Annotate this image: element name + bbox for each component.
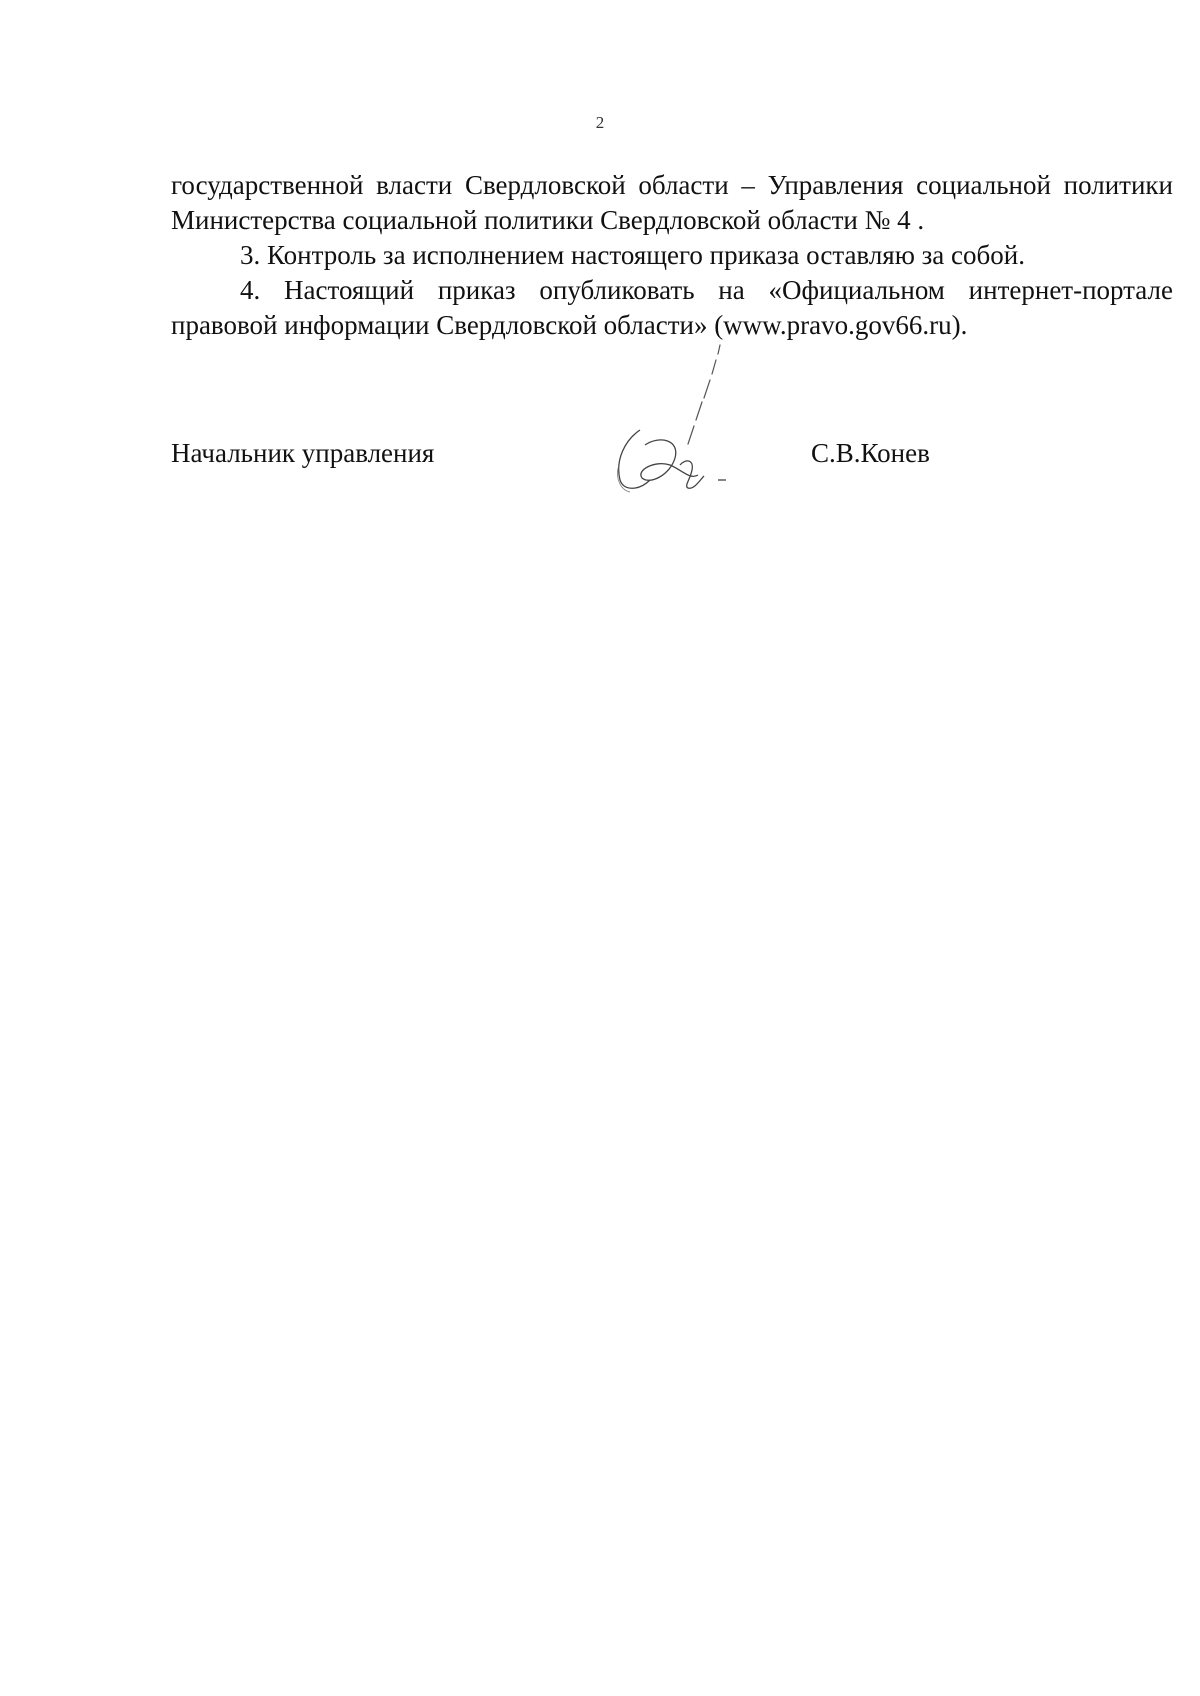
handwritten-signature (600, 340, 740, 500)
paragraph-item-4: 4. Настоящий приказ опубликовать на «Официальном интернет-портале правовой информации Свердловской области» (www.pravo.gov66.ru). (171, 275, 1173, 340)
signatory-title: Начальник управления (171, 438, 435, 468)
signatory-name: С.В.Конев (811, 438, 930, 468)
paragraph-item-3: 3. Контроль за исполнением настоящего приказа оставляю за собой. (240, 240, 1025, 270)
document-body (171, 168, 1173, 343)
page-number: 2 (595, 113, 605, 132)
paragraph-continuation: государственной власти Свердловской области – Управления социальной политики Министерства социальной политики Свердловской области № 4 . (171, 170, 1173, 235)
